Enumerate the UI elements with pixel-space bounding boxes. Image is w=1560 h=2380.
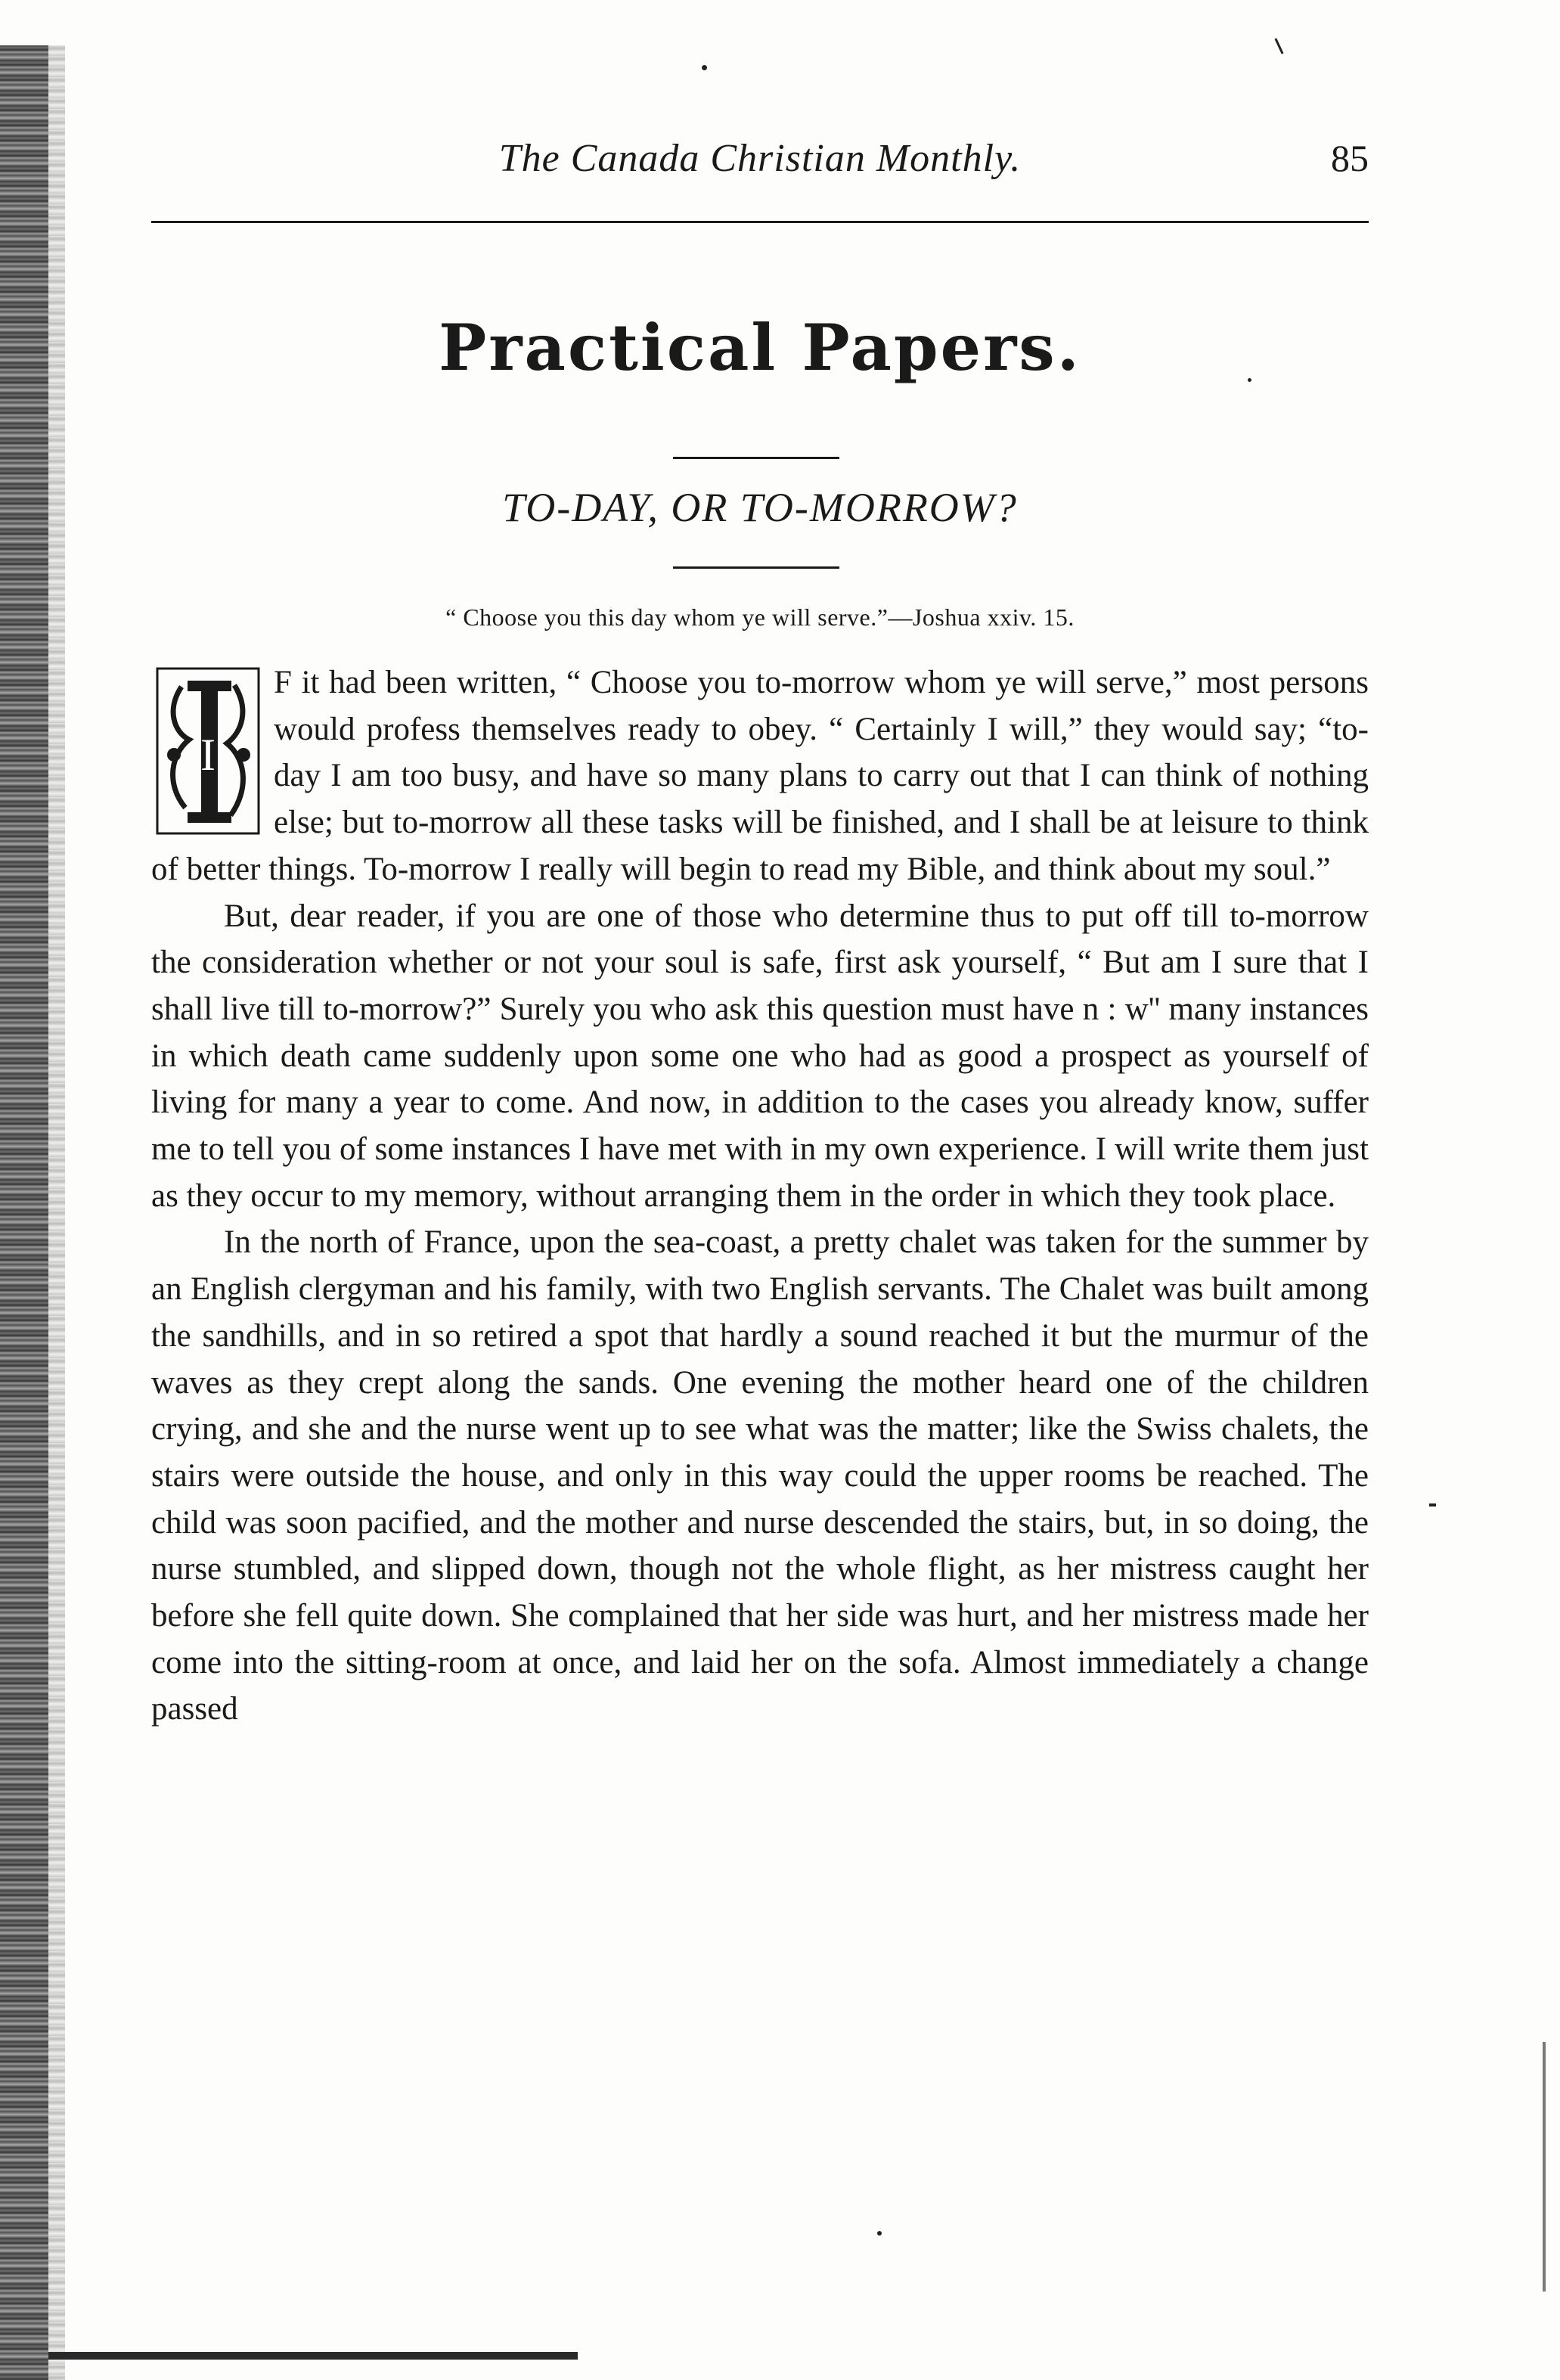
scan-speck bbox=[1274, 38, 1283, 54]
article-body bbox=[151, 659, 1369, 1733]
scan-speck bbox=[702, 65, 707, 70]
scan-speck bbox=[877, 2231, 882, 2236]
title-rule-top bbox=[673, 457, 839, 459]
binding-edge bbox=[0, 45, 48, 2380]
epigraph: “ Choose you this day whom ye will serve.”—Joshua xxiv. 15. bbox=[445, 604, 1075, 631]
scan-speck bbox=[1429, 1503, 1436, 1507]
running-title: The Canada Christian Monthly. bbox=[498, 137, 1022, 180]
page-header bbox=[151, 129, 1369, 197]
article-title: TO-DAY, OR TO-MORROW? bbox=[502, 485, 1018, 530]
page-bottom-edge bbox=[48, 2352, 578, 2360]
header-rule bbox=[151, 221, 1369, 223]
binding-edge-shadow bbox=[48, 45, 65, 2380]
paragraph-1-text: F it had been written, “ Choose you to-morrow whom ye will serve,” most persons would profess themselves ready to obey. “ Certainly I will,” they would say; “to-day I am too busy, and have so many plans to carry out that I can think of nothing else; but to-morrow all these tasks will be finished, and I shall be at leisure to think of better things. To-morrow I really will begin to read my Bible, and think about my soul.” bbox=[151, 665, 1369, 887]
svg-text:I: I bbox=[200, 730, 216, 780]
title-rule-bottom bbox=[673, 566, 839, 569]
section-title: Practical Papers. bbox=[439, 310, 1081, 385]
page-number: 85 bbox=[1331, 137, 1369, 179]
scan-speck bbox=[1248, 378, 1251, 382]
paragraph-1 bbox=[151, 659, 1369, 893]
ornamental-initial-icon bbox=[151, 664, 265, 838]
paragraph-3: In the north of France, upon the sea-coast, a pretty chalet was taken for the summer by an English clergyman and his family, with two English servants. The Chalet was built among the sandhills, and in so retired a spot that hardly a sound reached it but the murmur of the waves as they crept along the sands. One evening the mother heard one of the children crying, and she and the nurse went up to see what was the matter; like the Swiss chalets, the stairs were outside the house, and only in this way could the upper rooms be reached. The child was soon pacified, and the mother and nurse descended the stairs, but, in so doing, the nurse stumbled, and slipped down, though not the whole flight, as her mistress caught her before she fell quite down. She complained that her side was hurt, and her mistress made her come into the sitting-room at once, and laid her on the sofa. Almost immediately a change passed bbox=[151, 1224, 1369, 1727]
scan-edge-mark bbox=[1543, 2042, 1546, 2292]
drop-cap-initial bbox=[151, 664, 265, 838]
paragraph-2: But, dear reader, if you are one of those who determine thus to put off till to-morrow the consideration whether or not your soul is safe, first ask yourself, “ But am I sure that I shall live till to-morrow?” Surely you who ask this question must have n : w'' many instances in which death came suddenly upon some one who had as good a prospect as yourself of living for many a year to come. And now, in addition to the cases you already know, suffer me to tell you of some instances I have met with in my own experience. I will write them just as they occur to my memory, without arranging them in the order in which they took place. bbox=[151, 898, 1369, 1214]
